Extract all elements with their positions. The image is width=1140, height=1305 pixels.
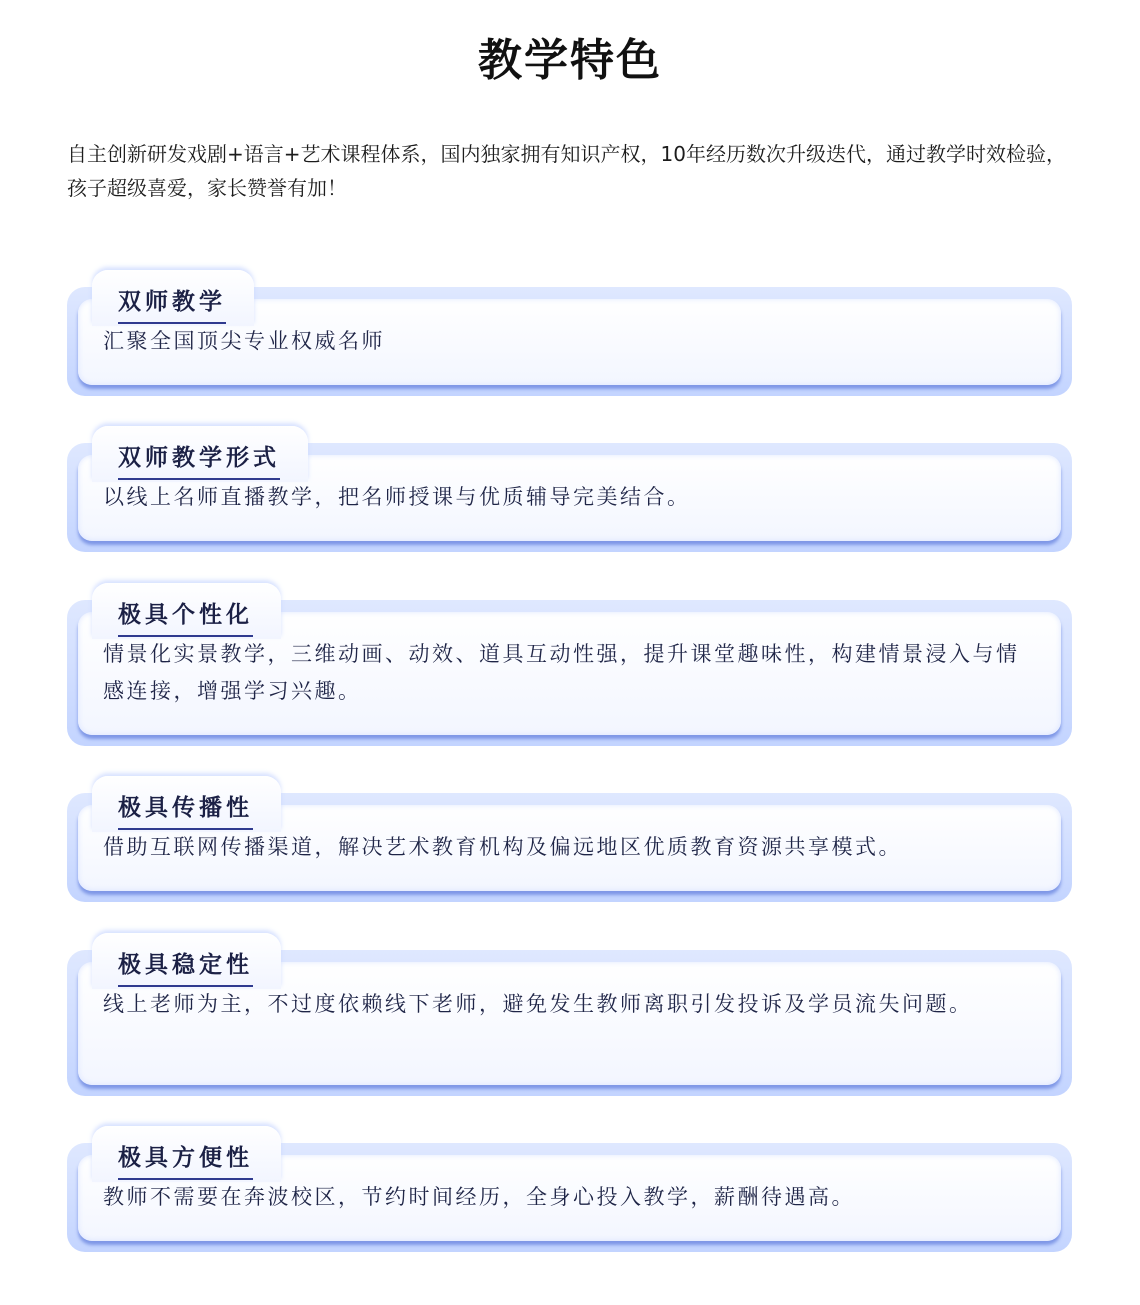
feature-title: 双师教学形式 bbox=[118, 439, 280, 480]
feature-title: 极具个性化 bbox=[118, 596, 253, 637]
card-tab bbox=[92, 1126, 281, 1182]
feature-card-personalized bbox=[67, 583, 1072, 746]
card-tab bbox=[92, 426, 308, 482]
feature-card-dual-teacher bbox=[67, 270, 1072, 396]
card-tab bbox=[92, 933, 281, 989]
feature-description: 借助互联网传播渠道，解决艺术教育机构及偏远地区优质教育资源共享模式。 bbox=[103, 835, 902, 859]
feature-title: 极具方便性 bbox=[118, 1139, 253, 1180]
feature-card-dual-teacher-format bbox=[67, 426, 1072, 552]
feature-title: 极具稳定性 bbox=[118, 946, 253, 987]
feature-title: 极具传播性 bbox=[118, 789, 253, 830]
intro-paragraph: 自主创新研发戏剧+语言+艺术课程体系，国内独家拥有知识产权，10年经历数次升级迭代，通过教学时效检验，孩子超级喜爱，家长赞誉有加！ bbox=[67, 142, 1066, 200]
feature-description: 教师不需要在奔波校区，节约时间经历，全身心投入教学，薪酬待遇高。 bbox=[103, 1185, 855, 1209]
feature-description: 以线上名师直播教学，把名师授课与优质辅导完美结合。 bbox=[103, 485, 691, 509]
card-tab bbox=[92, 776, 281, 832]
feature-description: 汇聚全国顶尖专业权威名师 bbox=[103, 329, 385, 353]
card-tab bbox=[92, 270, 254, 326]
feature-description: 情景化实景教学，三维动画、动效、道具互动性强，提升课堂趣味性，构建情景浸入与情感连接，增强学习兴趣。 bbox=[103, 642, 1020, 703]
card-tab bbox=[92, 583, 281, 639]
feature-card-stable bbox=[67, 933, 1072, 1096]
feature-description: 线上老师为主，不过度依赖线下老师，避免发生教师离职引发投诉及学员流失问题。 bbox=[103, 992, 973, 1016]
page-title: 教学特色 bbox=[478, 35, 662, 86]
feature-card-convenient bbox=[67, 1126, 1072, 1252]
feature-card-spreadable bbox=[67, 776, 1072, 902]
feature-title: 双师教学 bbox=[118, 283, 226, 324]
